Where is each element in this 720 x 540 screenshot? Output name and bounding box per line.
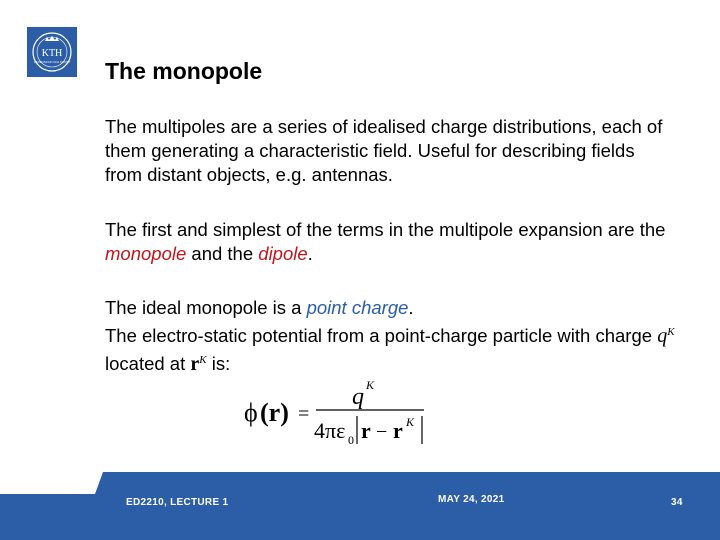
- formula-numerator-superscript: K: [366, 378, 375, 392]
- footer-date: MAY 24, 2021: [438, 494, 505, 505]
- paragraph-expansion-end: .: [307, 243, 313, 264]
- svg-text:KTH: KTH: [41, 48, 63, 59]
- page-title: The monopole: [105, 58, 263, 84]
- formula-r1: r: [361, 418, 371, 443]
- formula-phi: ϕ: [244, 398, 258, 427]
- position-symbol: r: [190, 353, 200, 376]
- point-charge-lead: The ideal monopole is a: [105, 297, 307, 318]
- formula-numerator: q: [352, 384, 364, 410]
- footer-course: ED2210, LECTURE 1: [126, 497, 229, 508]
- charge-symbol: q: [657, 325, 668, 348]
- formula-denominator-superscript: K: [406, 415, 415, 429]
- point-charge-end: .: [408, 297, 414, 318]
- paragraph-multipoles: The multipoles are a series of idealised charge distributions, each of them generating a characteristic field. Useful for describing fields from distant objects, e.g. antennas.: [105, 116, 663, 185]
- formula-equals: =: [298, 403, 310, 425]
- formula-subscript: 0: [348, 433, 354, 447]
- formula-r2: r: [393, 418, 403, 443]
- located-at-text: located at: [105, 353, 191, 375]
- potential-formula: [240, 376, 440, 450]
- term-dipole: dipole: [258, 243, 308, 264]
- potential-sentence: The electro-static potential from a point-charge particle with charge: [105, 325, 658, 347]
- formula-denominator-prefix: 4πε: [314, 418, 346, 443]
- paragraph-expansion-lead: The first and simplest of the terms in the multipole expansion are the: [105, 219, 666, 240]
- term-point-charge: point charge: [306, 297, 409, 318]
- formula-argument: (r): [260, 398, 289, 427]
- position-superscript: K: [199, 354, 207, 367]
- charge-superscript: K: [667, 326, 675, 338]
- kth-logo-icon: [27, 27, 77, 77]
- potential-sentence-end: is:: [206, 353, 231, 375]
- formula-minus: −: [376, 421, 388, 443]
- paragraph-expansion: [105, 218, 675, 266]
- kth-logo: [27, 27, 77, 77]
- footer-band: [0, 466, 720, 540]
- paragraph-point-charge: [105, 296, 675, 376]
- footer-page-number: 34: [671, 497, 683, 508]
- svg-text:VETENSKAP OCH KONST: VETENSKAP OCH KONST: [33, 60, 71, 64]
- paragraph-expansion-mid: and the: [186, 243, 259, 264]
- term-monopole: monopole: [105, 243, 187, 264]
